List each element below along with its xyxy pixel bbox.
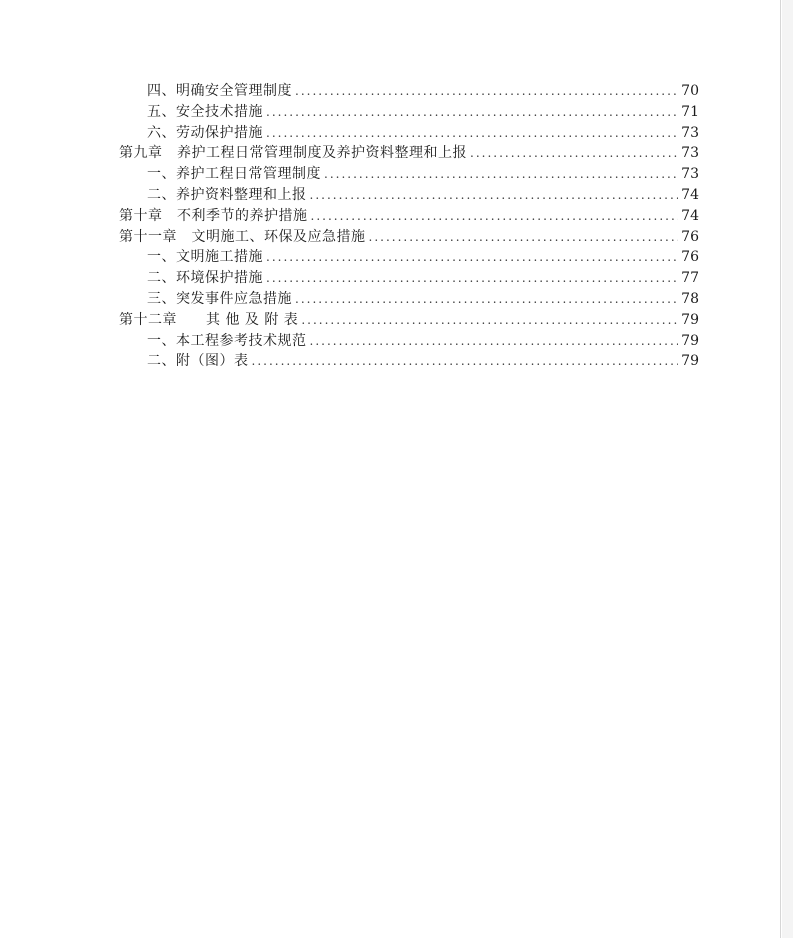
toc-entry-title: 四、明确安全管理制度 xyxy=(147,83,292,99)
toc-entry-title: 二、养护资料整理和上报 xyxy=(147,186,307,203)
toc-entry-page: 70 xyxy=(681,83,699,99)
toc-entry-page: 73 xyxy=(681,145,699,162)
toc-entry-title: 三、突发事件应急措施 xyxy=(147,290,292,307)
toc-entry-title: 第十二章 其 他 及 附 表 xyxy=(119,311,299,328)
toc-chapter-entry[interactable] xyxy=(119,143,699,164)
toc-entry-title: 第十一章 文明施工、环保及应急措施 xyxy=(119,228,366,245)
toc-entry-page: 79 xyxy=(681,311,699,328)
toc-leader-dots xyxy=(252,351,679,372)
toc-leader-dots xyxy=(266,247,678,268)
toc-chapter-entry[interactable] xyxy=(119,206,699,227)
toc-entry[interactable] xyxy=(119,123,699,144)
toc-leader-dots xyxy=(266,102,678,123)
toc-leader-dots xyxy=(311,206,679,227)
toc-entry-page: 79 xyxy=(681,332,699,349)
toc-entry[interactable] xyxy=(119,289,699,310)
toc-leader-dots xyxy=(266,268,678,289)
toc-entry[interactable] xyxy=(119,185,699,206)
toc-entry-title: 一、本工程参考技术规范 xyxy=(147,332,307,349)
toc-entry-title: 二、环境保护措施 xyxy=(147,270,263,287)
toc-entry-title: 第九章 养护工程日常管理制度及养护资料整理和上报 xyxy=(119,145,467,162)
toc-entry-page: 76 xyxy=(681,228,699,245)
toc-entry-page: 73 xyxy=(681,124,699,141)
toc-entry[interactable] xyxy=(119,81,699,102)
toc-leader-dots xyxy=(295,289,678,310)
toc-leader-dots xyxy=(295,81,678,102)
table-of-contents xyxy=(119,81,699,372)
toc-leader-dots xyxy=(301,310,678,331)
toc-entry-title: 一、养护工程日常管理制度 xyxy=(147,166,321,183)
toc-leader-dots xyxy=(266,123,678,144)
page-gutter xyxy=(782,0,793,938)
toc-entry-page: 74 xyxy=(681,186,699,203)
toc-entry-page: 78 xyxy=(681,290,699,307)
toc-entry-page: 77 xyxy=(681,270,699,287)
toc-entry[interactable] xyxy=(119,164,699,185)
toc-leader-dots xyxy=(470,143,678,164)
toc-entry[interactable] xyxy=(119,268,699,289)
toc-entry-page: 71 xyxy=(681,103,699,120)
toc-leader-dots xyxy=(310,331,679,352)
toc-leader-dots xyxy=(369,227,679,248)
toc-entry[interactable] xyxy=(119,331,699,352)
toc-entry-page: 79 xyxy=(681,353,699,370)
toc-chapter-entry[interactable] xyxy=(119,310,699,331)
toc-entry-page: 73 xyxy=(681,166,699,183)
toc-entry-title: 五、安全技术措施 xyxy=(147,103,263,120)
toc-entry-page: 74 xyxy=(681,207,699,224)
toc-entry-title: 二、附（图）表 xyxy=(147,353,249,370)
toc-entry[interactable] xyxy=(119,102,699,123)
toc-entry[interactable] xyxy=(119,351,699,372)
toc-leader-dots xyxy=(310,185,679,206)
toc-entry-title: 第十章 不利季节的养护措施 xyxy=(119,207,308,224)
toc-entry-title: 六、劳动保护措施 xyxy=(147,124,263,141)
toc-leader-dots xyxy=(324,164,678,185)
toc-entry-page: 76 xyxy=(681,249,699,266)
toc-chapter-entry[interactable] xyxy=(119,227,699,248)
toc-entry-title: 一、文明施工措施 xyxy=(147,249,263,266)
toc-entry[interactable] xyxy=(119,247,699,268)
